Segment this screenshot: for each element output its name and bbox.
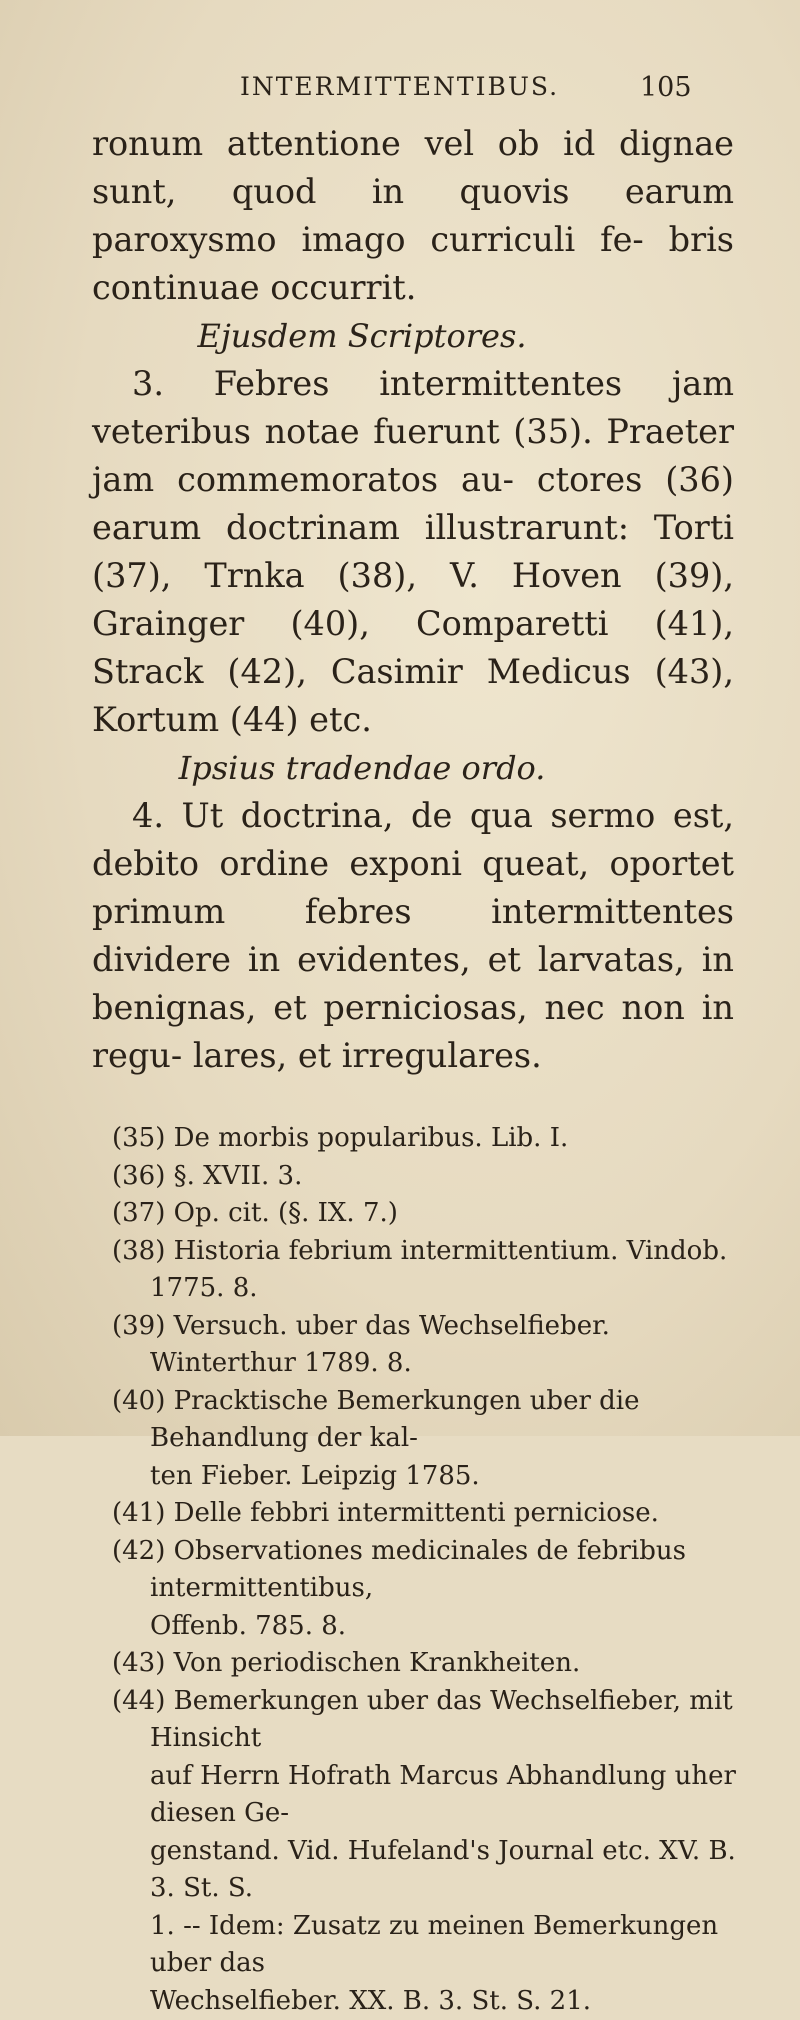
main-text — [92, 120, 734, 1080]
section-heading-scriptores: Ejusdem Scriptores. — [92, 312, 632, 360]
footnote-37: (37) Op. cit. (§. IX. 7.) — [82, 1195, 742, 1233]
footnote-35: (35) De morbis popularibus. Lib. I. — [82, 1120, 742, 1158]
footnote-44-cont: genstand. Vid. Hufeland's Journal etc. XV. B. 3. St. S. — [82, 1833, 742, 1908]
text-line: intermittentes dividere in evidentes, et larvatas, — [92, 892, 734, 979]
footnote-43: (43) Von periodischen Krankheiten. — [82, 1645, 742, 1683]
paragraph-2 — [92, 360, 734, 744]
text-line: 4. Ut doctrina, de qua sermo est, debito — [92, 796, 734, 883]
page-number: 105 — [640, 72, 692, 103]
footnote-42: (42) Observationes medicinales de febribus intermittentibus, — [82, 1533, 742, 1608]
footnote-44-cont: auf Herrn Hofrath Marcus Abhandlung uher diesen Ge- — [82, 1758, 742, 1833]
text-line: in benignas, et perniciosas, nec non in regu- — [92, 940, 734, 1075]
paragraph-1 — [92, 120, 734, 312]
text-line: lares, et irregulares. — [193, 1036, 542, 1075]
footnote-44-cont: Wechselfieber. XX. B. 3. St. S. 21. — [82, 1983, 742, 2020]
text-line: (40), Comparetti (41), Strack (42), Casimir — [92, 604, 734, 691]
footnote-44: (44) Bemerkungen uber das Wechselfieber, mit Hinsicht — [82, 1683, 742, 1758]
paragraph-3 — [92, 792, 734, 1080]
footnote-39: (39) Versuch. uber das Wechselfieber. Winterthur 1789. 8. — [82, 1308, 742, 1383]
footnote-44-cont: 1. -- Idem: Zusatz zu meinen Bemerkungen uber das — [82, 1908, 742, 1983]
text-line: in quovis earum paroxysmo imago curriculi fe- — [92, 172, 734, 259]
text-line: ctores (36) earum doctrinam illustrarunt: Torti — [92, 460, 734, 547]
text-line: (37), Trnka (38), V. Hoven (39), Grainger — [92, 556, 734, 643]
text-line: Medicus (43), Kortum (44) etc. — [92, 652, 734, 739]
text-line: ordine exponi queat, oportet primum febres — [92, 844, 734, 931]
footnotes — [82, 1120, 742, 2020]
footnote-36: (36) §. XVII. 3. — [82, 1158, 742, 1196]
footnote-40-cont: ten Fieber. Leipzig 1785. — [82, 1458, 742, 1496]
footnote-38: (38) Historia febrium intermittentium. Vindob. 1775. 8. — [82, 1233, 742, 1308]
running-head — [92, 72, 760, 112]
text-line: 3. Febres intermittentes jam veteribus notae — [92, 364, 734, 451]
text-line: bris continuae occurrit. — [92, 220, 734, 307]
section-heading-ordo: Ipsius tradendae ordo. — [92, 744, 632, 792]
text-line: ronum attentione vel ob id dignae sunt, quod — [92, 124, 734, 211]
text-line: fuerunt (35). Praeter jam commemoratos au- — [92, 412, 734, 499]
running-head-title: INTERMITTENTIBUS. — [240, 72, 559, 101]
footnote-41: (41) Delle febbri intermittenti perniciose. — [82, 1495, 742, 1533]
footnote-40: (40) Pracktische Bemerkungen uber die Behandlung der kal- — [82, 1383, 742, 1458]
footnote-42-cont: Offenb. 785. 8. — [82, 1608, 742, 1646]
